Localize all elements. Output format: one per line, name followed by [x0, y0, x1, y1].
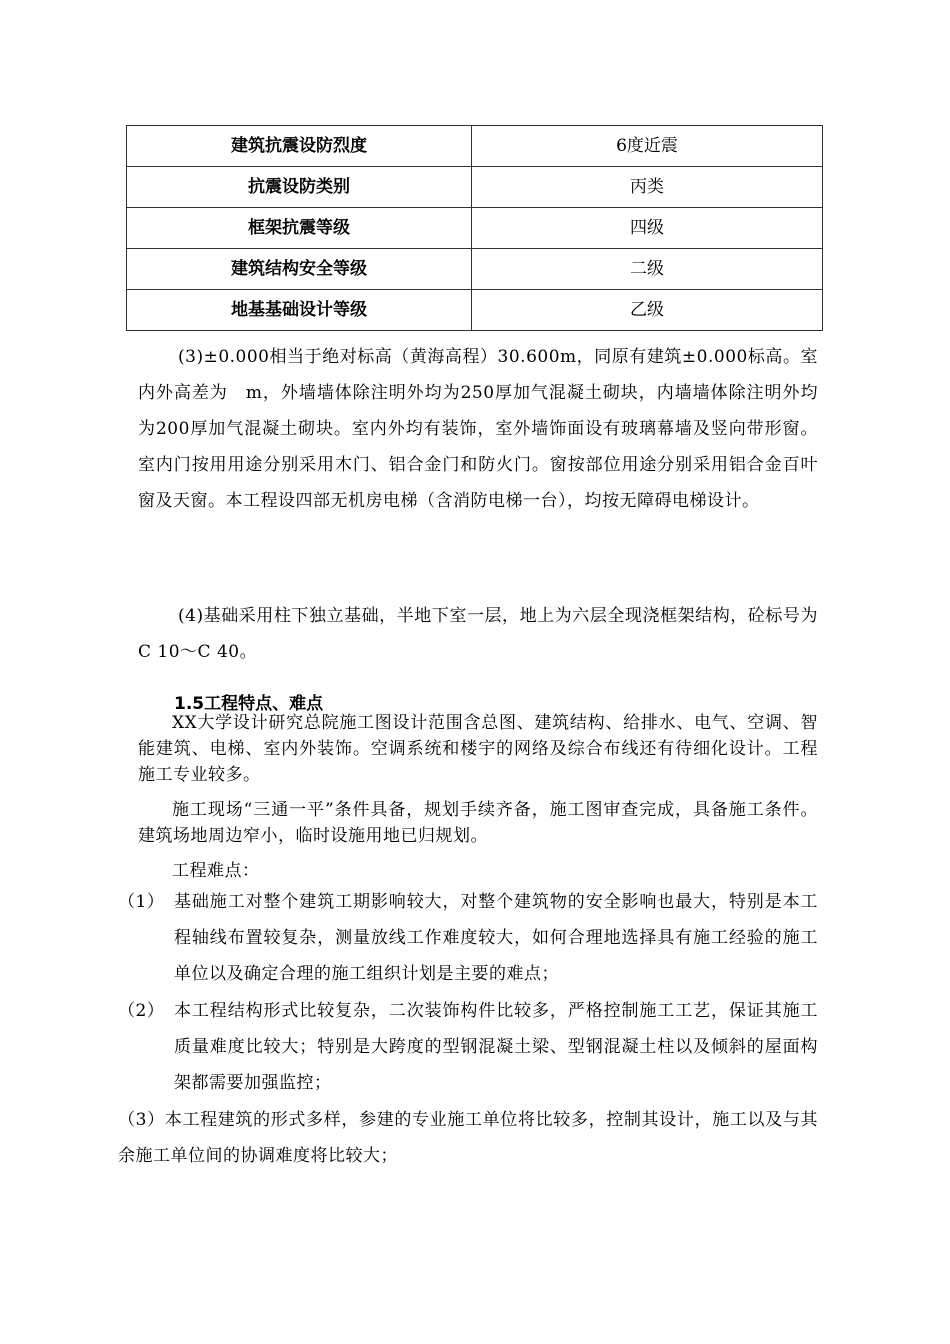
list-item	[118, 993, 818, 1101]
list-item-text: 本工程结构形式比较复杂，二次装饰构件比较多，严格控制施工工艺，保证其施工质量难度比较大；特别是大跨度的型钢混凝土梁、型钢混凝土柱以及倾斜的屋面构架都需要加强监控；	[174, 1001, 818, 1093]
paragraph-elevation: (3)±0.000相当于绝对标高（黄海高程）30.600m，同原有建筑±0.000标高。室内外高差为 m，外墙墙体除注明外均为250厚加气混凝土砌块，内墙墙体除注明外均为200厚加气混凝土砌块。室内外均有装饰，室外墙饰面设有玻璃幕墙及竖向带形窗。室内门按用用途分别采用木门、铝合金门和防火门。窗按部位用途分别采用铝合金百叶窗及天窗。本工程设四部无机房电梯（含消防电梯一台），均按无障碍电梯设计。	[138, 347, 818, 511]
table-cell-label: 地基基础设计等级	[127, 290, 472, 331]
table-cell-value: 四级	[472, 208, 823, 249]
table-cell-value: 乙级	[472, 290, 823, 331]
table-row	[127, 167, 823, 208]
table-cell-value: 丙类	[472, 167, 823, 208]
table-row	[127, 208, 823, 249]
difficulties-label: 工程难点：	[172, 861, 260, 881]
list-item-number: （1）	[118, 892, 165, 912]
paragraph-design-scope: XX大学设计研究总院施工图设计范围含总图、建筑结构、给排水、电气、空调、智能建筑、电梯、室内外装饰。空调系统和楼宇的网络及综合布线还有待细化设计。工程施工专业较多。	[138, 713, 818, 785]
list-item-text: 基础施工对整个建筑工期影响较大，对整个建筑物的安全影响也最大，特别是本工程轴线布置较复杂，测量放线工作难度较大，如何合理地选择具有施工经验的施工单位以及确定合理的施工组织计划是主要的难点；	[174, 892, 818, 984]
table-row	[127, 126, 823, 167]
list-item	[118, 884, 818, 992]
list-item-number: （3）	[118, 1110, 165, 1130]
list-item-line	[118, 1102, 818, 1174]
table-cell-label: 框架抗震等级	[127, 208, 472, 249]
table-cell-label: 抗震设防类别	[127, 167, 472, 208]
list-item-text: 本工程建筑的形式多样，参建的专业施工单位将比较多，控制其设计，施工以及与其余施工单位间的协调难度将比较大；	[118, 1110, 818, 1166]
list-item-number: （2）	[118, 1001, 165, 1021]
table-cell-label: 建筑抗震设防烈度	[127, 126, 472, 167]
table-cell-label: 建筑结构安全等级	[127, 249, 472, 290]
list-item	[118, 1102, 818, 1174]
table-row	[127, 290, 823, 331]
seismic-parameters-table	[126, 125, 823, 331]
table-cell-value: 6度近震	[472, 126, 823, 167]
table-row	[127, 249, 823, 290]
paragraph-foundation: (4)基础采用柱下独立基础，半地下室一层，地上为六层全现浇框架结构，砼标号为C 10～C 40。	[138, 606, 818, 662]
table-cell-value: 二级	[472, 249, 823, 290]
section-heading: 1.5工程特点、难点	[174, 694, 324, 714]
paragraph-site-conditions: 施工现场“三通一平”条件具备，规划手续齐备，施工图审查完成，具备施工条件。建筑场地周边窄小，临时设施用地已归规划。	[138, 800, 818, 846]
